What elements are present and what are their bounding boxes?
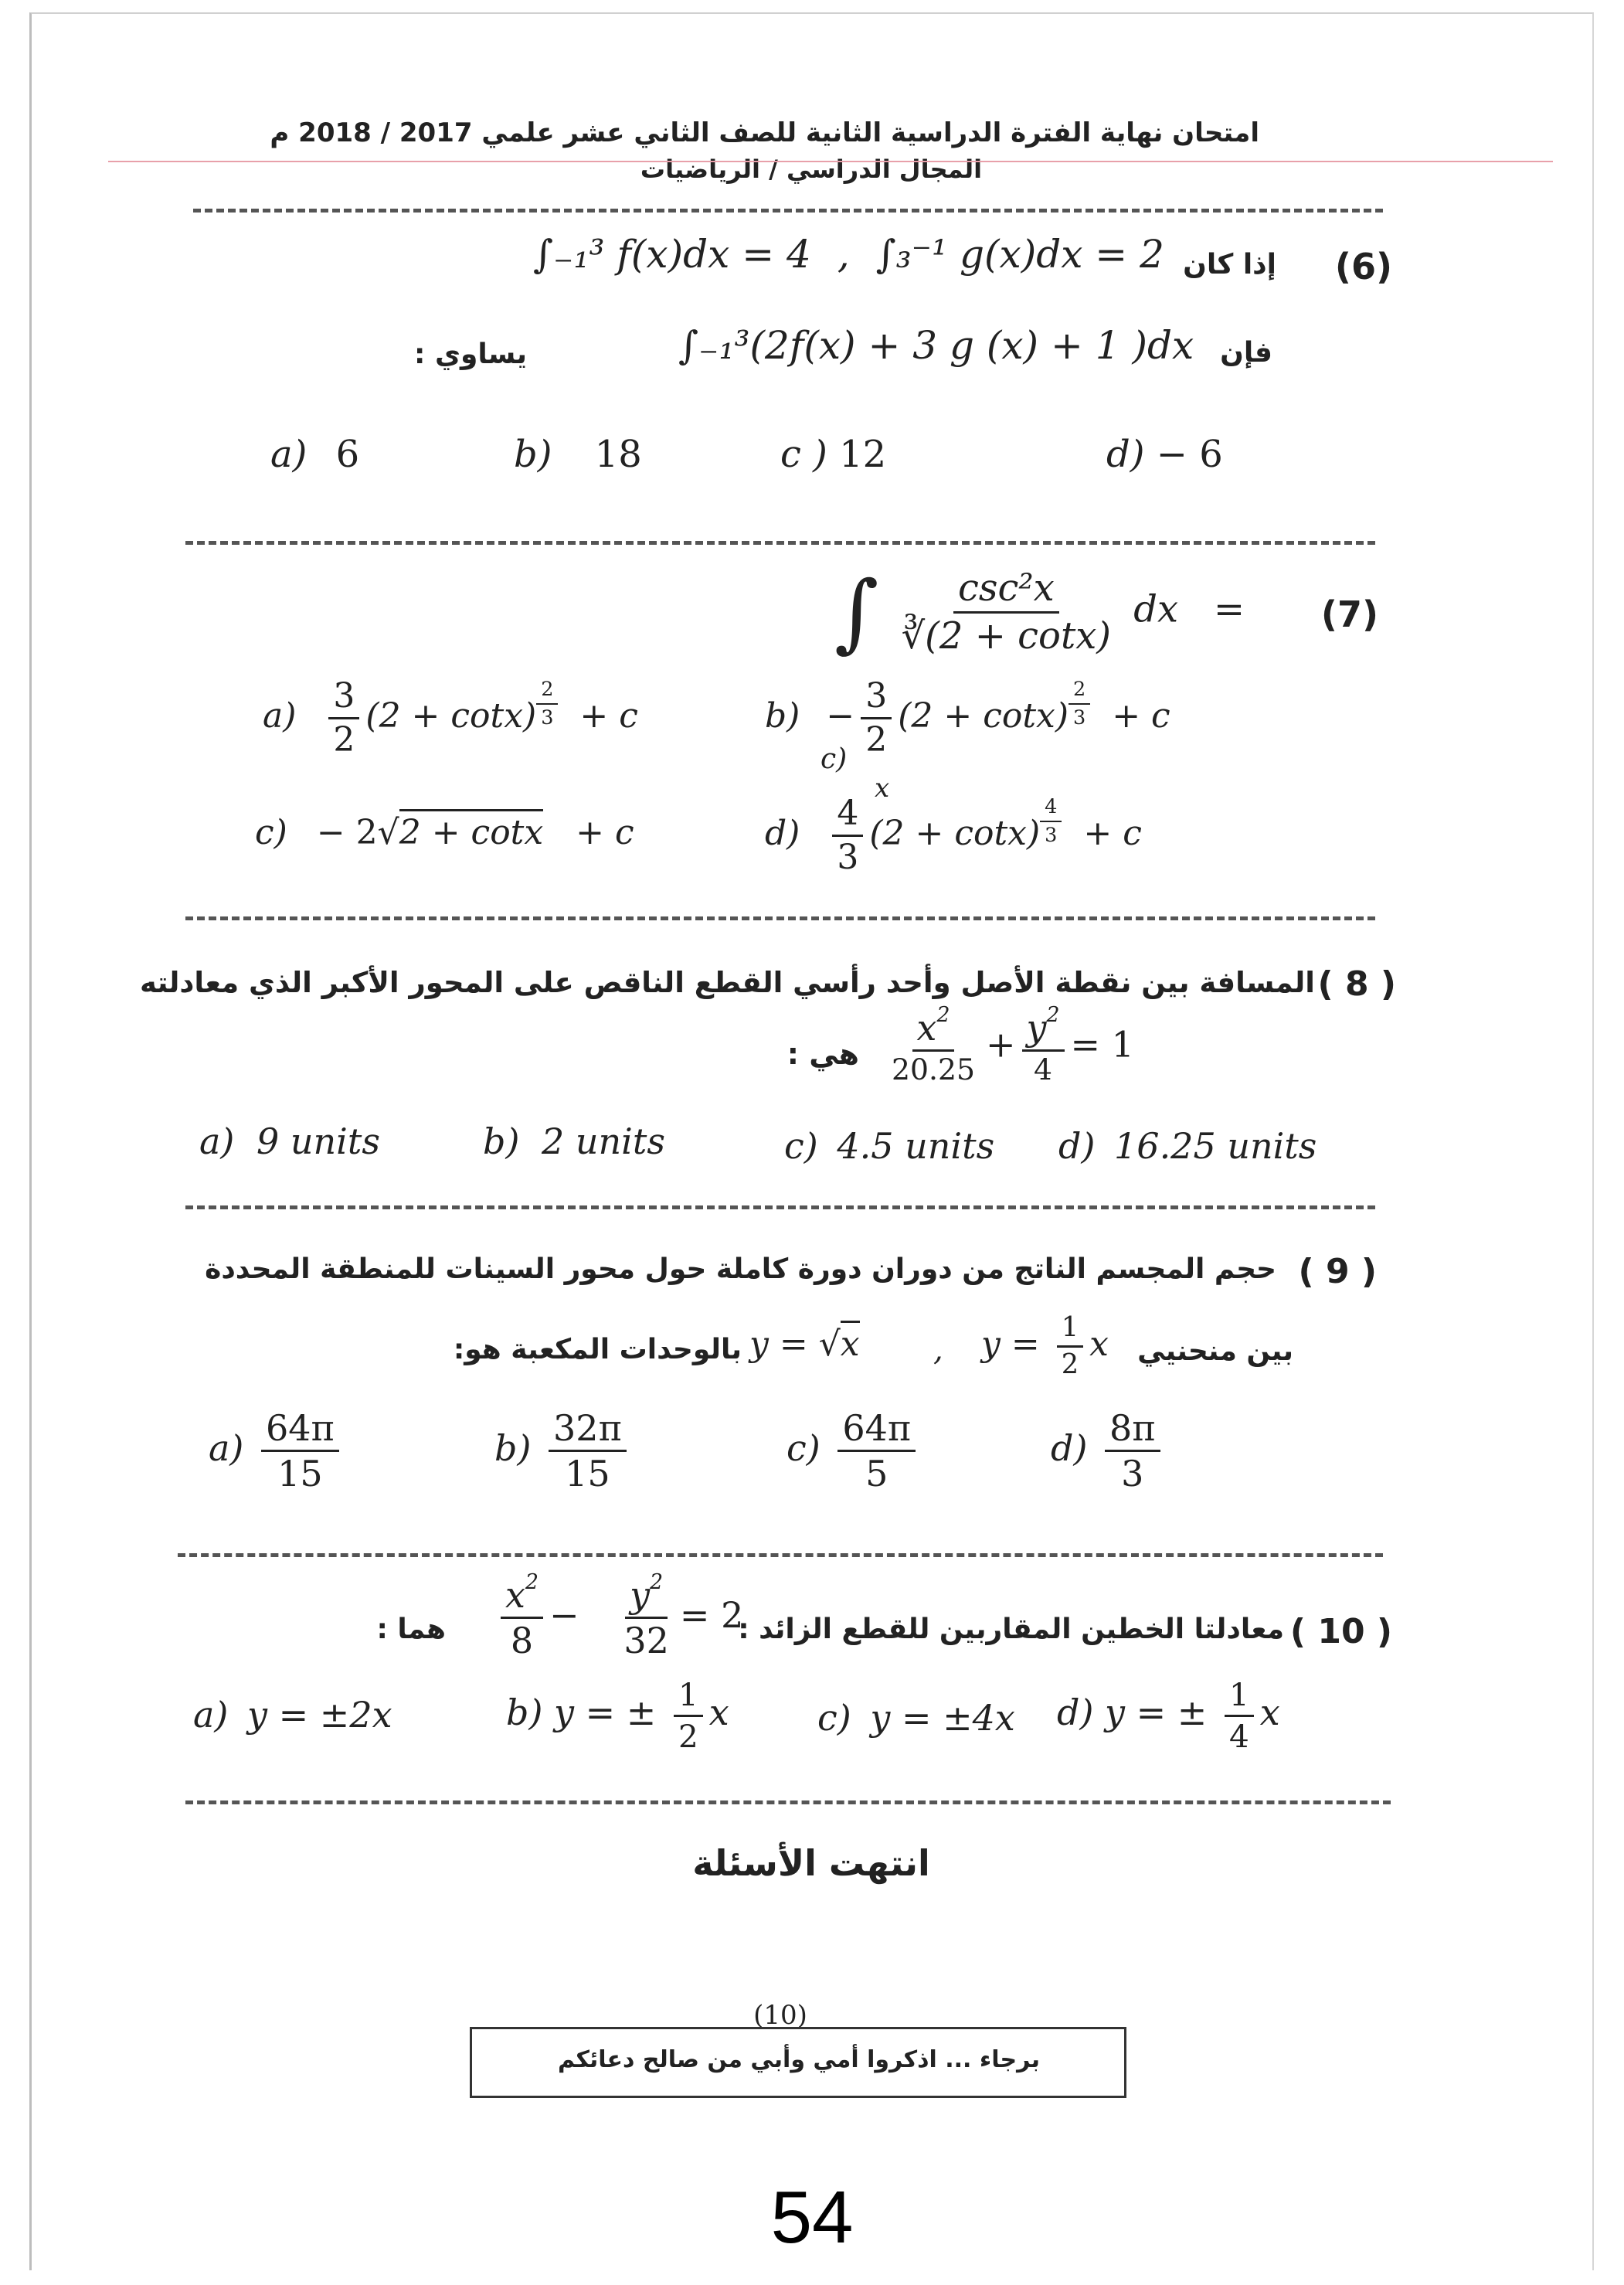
q7-option-d-label: d) — [765, 814, 800, 854]
page-number: 54 — [770, 2176, 854, 2259]
q8-is-label: هي : — [787, 1037, 859, 1071]
divider-q7 — [185, 916, 1375, 920]
q6-option-c-value: 12 — [839, 433, 887, 476]
q8-option-b[interactable] — [483, 1120, 665, 1162]
q10-option-a-value: y = ±2x — [247, 1694, 392, 1736]
q6-option-b[interactable] — [514, 433, 642, 476]
q6-option-d-label: d) — [1106, 433, 1145, 476]
q9-number: ( 9 ) — [1298, 1252, 1377, 1291]
q9-option-b-label: b) — [494, 1426, 532, 1469]
divider-q9 — [178, 1553, 1383, 1557]
q6-option-d-value: − 6 — [1156, 433, 1223, 476]
q7-option-d[interactable]: d) $\frac{4}{3}$ (2 + cotx) $^{\frac{4}{3}}$ + c — [765, 794, 1142, 878]
q6-given-f: ∫₋₁³ f(x)dx = 4 — [533, 232, 811, 277]
divider-q6 — [185, 541, 1375, 545]
q9-option-a[interactable]: a) $\frac{64\pi}{15}$ — [209, 1409, 345, 1493]
q7-tail: dx = — [1133, 587, 1245, 631]
q6-option-a-label: a) — [270, 433, 307, 476]
q7-option-b-label: b) — [765, 696, 800, 736]
divider-q10 — [185, 1800, 1391, 1804]
q6-given: ∫₋₁³ f(x)dx = 4 , ∫₃⁻¹ g(x)dx = 2 — [533, 232, 1164, 277]
q10-option-b[interactable]: b) y = ± $\frac{1}{2}$ x — [506, 1676, 729, 1755]
q7-option-c-label: c) — [255, 813, 287, 852]
exam-subject: المجال الدراسي / الرياضيات — [640, 155, 983, 184]
q8-option-a[interactable] — [199, 1120, 380, 1162]
q9-option-d-label: d) — [1051, 1426, 1088, 1469]
q10-option-d-label: d) — [1057, 1692, 1094, 1733]
q8-equation: $\frac{x^2}{20.25}$ + $\frac{y^2}{4}$ = 1 — [892, 1003, 1134, 1087]
header-red-line — [108, 161, 1553, 162]
q8-option-b-value: 2 units — [542, 1120, 665, 1162]
q7-stray-label: c) — [820, 743, 848, 775]
q8-option-c[interactable] — [784, 1125, 994, 1167]
q10-option-c-label: c) — [817, 1697, 851, 1739]
q9-comma: , — [933, 1332, 943, 1368]
header-divider — [193, 209, 1383, 213]
q7-integrand-denominator: ∛(2 + cotx) — [901, 614, 1112, 658]
q10-they-are: هما : — [376, 1613, 446, 1645]
q9-curve1: y = $\frac{1}{2}$ x — [981, 1311, 1109, 1380]
q7-option-b[interactable]: b) − $\frac{3}{2}$ (2 + cotx) $^{\frac{2}{3}}$ + c — [765, 676, 1170, 760]
q9-curve2: y = √x — [749, 1324, 860, 1364]
q8-option-d-label: d) — [1058, 1125, 1096, 1167]
q10-option-c[interactable] — [817, 1697, 1015, 1739]
q8-option-d[interactable] — [1058, 1125, 1317, 1167]
q9-option-a-label: a) — [209, 1426, 244, 1469]
q6-if-label: إذا كان — [1183, 249, 1276, 281]
q8-option-d-value: 16.25 units — [1114, 1125, 1317, 1167]
q10-text: معادلتا الخطين المقاربين للقطع الزائد : — [738, 1613, 1284, 1645]
q7-number: (7) — [1320, 593, 1378, 635]
q10-option-a[interactable] — [193, 1694, 392, 1736]
q7-integral: ∫ $\frac{\text{csc²x}}{∛(2 + \cot x)}$ dx = — [834, 563, 1245, 661]
q6-option-c[interactable] — [780, 433, 886, 476]
q6-option-b-value: 18 — [594, 433, 642, 476]
q7-option-a[interactable]: a) $\frac{3}{2}$ (2 + cotx) $^{\frac{2}{3}}$ + c — [263, 676, 638, 760]
q9-units: بالوحدات المكعبة هو: — [453, 1334, 742, 1365]
q9-between: بين منحنيي — [1137, 1335, 1293, 1367]
q10-option-c-value: y = ±4x — [870, 1697, 1015, 1739]
q6-option-a[interactable] — [270, 433, 359, 476]
divider-q8 — [185, 1205, 1375, 1209]
footer-box — [470, 2027, 1126, 2098]
q10-option-d[interactable]: d) y = ± $\frac{1}{4}$ x — [1057, 1676, 1280, 1755]
q8-option-b-label: b) — [483, 1120, 520, 1162]
q8-option-c-value: 4.5 units — [837, 1125, 995, 1167]
q9-option-c-label: c) — [787, 1426, 820, 1469]
q8-option-a-value: 9 units — [257, 1120, 380, 1162]
q7-option-a-label: a) — [263, 696, 297, 736]
q9-option-b[interactable]: b) $\frac{32\pi}{15}$ — [494, 1409, 633, 1493]
q8-text: المسافة بين نقطة الأصل وأحد رأسي القطع الناقص على المحور الأكبر الذي معادلته — [140, 966, 1315, 999]
q9-option-d[interactable]: d) $\frac{8\pi}{3}$ — [1051, 1409, 1167, 1493]
exam-title: امتحان نهاية الفترة الدراسية الثانية للصف الثاني عشر علمي 2017 / 2018 م — [270, 117, 1259, 148]
q7-option-c[interactable]: c) − 2√2 + cotx + c — [255, 813, 634, 852]
q6-option-a-value: 6 — [335, 433, 360, 476]
q6-number: (6) — [1334, 246, 1392, 287]
q6-option-d[interactable] — [1106, 433, 1223, 476]
q10-equation: $\frac{x^2}{8}$ − $\frac{y^2}{32}$ = 2 — [494, 1576, 743, 1660]
q6-expression: ∫₋₁³(2f(x) + 3 g (x) + 1 )dx — [678, 323, 1194, 368]
q7-integrand-numerator: csc²x — [953, 569, 1059, 613]
q9-option-c[interactable]: c) $\frac{64\pi}{5}$ — [787, 1409, 922, 1493]
q8-option-a-label: a) — [199, 1120, 235, 1162]
q10-option-a-label: a) — [193, 1694, 229, 1736]
q9-text-line1: حجم المجسم الناتج من دوران دورة كاملة حول محور السينات للمنطقة المحددة — [205, 1253, 1276, 1285]
q10-option-b-label: b) — [506, 1692, 543, 1733]
q8-number: ( 8 ) — [1317, 964, 1396, 1004]
q6-then-label: فإن — [1220, 337, 1272, 369]
q6-option-b-label: b) — [514, 433, 552, 476]
q8-option-c-label: c) — [784, 1125, 818, 1167]
q10-number: ( 10 ) — [1289, 1612, 1392, 1651]
q6-equals-label: يساوي : — [414, 338, 527, 370]
q6-given-g: ∫₃⁻¹ g(x)dx = 2 — [875, 232, 1164, 277]
q7-stray-x: x — [875, 773, 890, 804]
footer-prayer: برجاء ... اذكروا أمي وأبي من صالح دعائكم — [557, 2046, 1041, 2073]
sheet-number: (10) — [753, 2000, 807, 2031]
end-of-questions: انتهت الأسئلة — [692, 1842, 930, 1884]
q6-option-c-label: c ) — [780, 433, 827, 476]
